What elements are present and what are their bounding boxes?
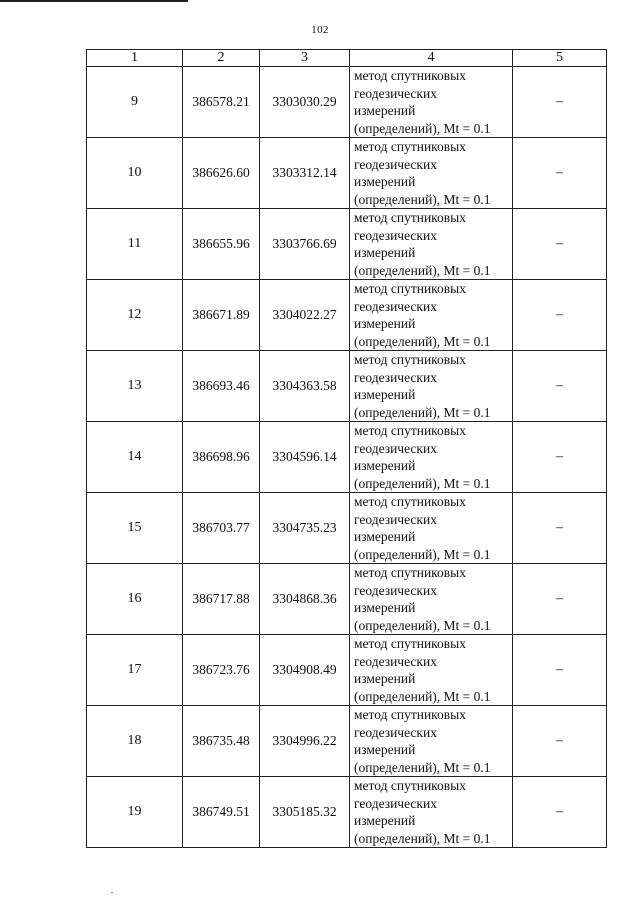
method-line: измерений <box>354 671 416 686</box>
point-number-cell: 9 <box>87 67 183 138</box>
method-line: геодезических <box>354 156 437 172</box>
method-line: (определений), Mt = 0.1 <box>354 120 491 136</box>
header-col-1: 1 <box>87 50 183 67</box>
method-line: метод спутниковых <box>354 778 466 793</box>
method-line: метод спутниковых <box>354 139 466 154</box>
method-line: измерений <box>354 174 416 189</box>
method-line: измерений <box>354 103 416 118</box>
method-line: метод спутниковых <box>354 636 466 651</box>
method-cell <box>350 777 513 848</box>
column-5-cell: – <box>513 67 607 138</box>
y-coordinate-cell: 3304908.49 <box>260 635 350 706</box>
method-cell <box>350 493 513 564</box>
method-line: геодезических <box>354 227 437 243</box>
method-line: метод спутниковых <box>354 423 466 438</box>
x-coordinate-cell: 386735.48 <box>183 706 260 777</box>
y-coordinate-cell: 3304735.23 <box>260 493 350 564</box>
method-line: метод спутниковых <box>354 68 466 83</box>
coordinates-table <box>86 49 607 848</box>
method-line: (определений), Mt = 0.1 <box>354 759 491 775</box>
table-row <box>87 138 607 209</box>
method-line: метод спутниковых <box>354 565 466 580</box>
method-line: метод спутниковых <box>354 494 466 509</box>
method-line: измерений <box>354 529 416 544</box>
table-row <box>87 280 607 351</box>
method-line: (определений), Mt = 0.1 <box>354 546 491 562</box>
method-cell <box>350 67 513 138</box>
method-cell <box>350 635 513 706</box>
column-5-cell: – <box>513 564 607 635</box>
method-line: метод спутниковых <box>354 707 466 722</box>
y-coordinate-cell: 3303766.69 <box>260 209 350 280</box>
column-5-cell: – <box>513 351 607 422</box>
header-col-4: 4 <box>350 50 513 67</box>
method-line: измерений <box>354 316 416 331</box>
y-coordinate-cell: 3303030.29 <box>260 67 350 138</box>
method-cell <box>350 209 513 280</box>
column-5-cell: – <box>513 635 607 706</box>
table-row <box>87 209 607 280</box>
point-number-cell: 18 <box>87 706 183 777</box>
method-line: (определений), Mt = 0.1 <box>354 404 491 420</box>
x-coordinate-cell: 386723.76 <box>183 635 260 706</box>
point-number-cell: 10 <box>87 138 183 209</box>
header-col-5: 5 <box>513 50 607 67</box>
top-rule <box>0 0 188 2</box>
x-coordinate-cell: 386578.21 <box>183 67 260 138</box>
method-line: измерений <box>354 742 416 757</box>
method-line: геодезических <box>354 653 437 669</box>
method-cell <box>350 351 513 422</box>
point-number-cell: 12 <box>87 280 183 351</box>
table-body <box>87 67 607 848</box>
table-row <box>87 67 607 138</box>
y-coordinate-cell: 3304363.58 <box>260 351 350 422</box>
header-col-2: 2 <box>183 50 260 67</box>
method-line: измерений <box>354 245 416 260</box>
page-number: 102 <box>311 24 329 36</box>
method-line: геодезических <box>354 724 437 740</box>
column-5-cell: – <box>513 138 607 209</box>
column-5-cell: – <box>513 280 607 351</box>
method-cell <box>350 422 513 493</box>
table-row <box>87 635 607 706</box>
y-coordinate-cell: 3303312.14 <box>260 138 350 209</box>
method-line: (определений), Mt = 0.1 <box>354 688 491 704</box>
header-col-3: 3 <box>260 50 350 67</box>
method-line: измерений <box>354 387 416 402</box>
method-cell <box>350 706 513 777</box>
x-coordinate-cell: 386698.96 <box>183 422 260 493</box>
table-row <box>87 564 607 635</box>
column-5-cell: – <box>513 777 607 848</box>
y-coordinate-cell: 3304596.14 <box>260 422 350 493</box>
method-line: (определений), Mt = 0.1 <box>354 830 491 846</box>
method-cell <box>350 138 513 209</box>
table-header-row <box>87 50 607 67</box>
y-coordinate-cell: 3304996.22 <box>260 706 350 777</box>
column-5-cell: – <box>513 422 607 493</box>
method-cell <box>350 564 513 635</box>
x-coordinate-cell: 386749.51 <box>183 777 260 848</box>
y-coordinate-cell: 3305185.32 <box>260 777 350 848</box>
method-line: измерений <box>354 458 416 473</box>
table-row <box>87 422 607 493</box>
point-number-cell: 13 <box>87 351 183 422</box>
method-line: геодезических <box>354 85 437 101</box>
method-line: измерений <box>354 813 416 828</box>
method-line: метод спутниковых <box>354 352 466 367</box>
method-cell <box>350 280 513 351</box>
point-number-cell: 19 <box>87 777 183 848</box>
column-5-cell: – <box>513 493 607 564</box>
method-line: (определений), Mt = 0.1 <box>354 617 491 633</box>
method-line: (определений), Mt = 0.1 <box>354 333 491 349</box>
method-line: геодезических <box>354 369 437 385</box>
table-row <box>87 777 607 848</box>
point-number-cell: 16 <box>87 564 183 635</box>
x-coordinate-cell: 386626.60 <box>183 138 260 209</box>
x-coordinate-cell: 386717.88 <box>183 564 260 635</box>
method-line: геодезических <box>354 298 437 314</box>
table-row <box>87 493 607 564</box>
method-line: геодезических <box>354 582 437 598</box>
column-5-cell: – <box>513 706 607 777</box>
x-coordinate-cell: 386703.77 <box>183 493 260 564</box>
x-coordinate-cell: 386693.46 <box>183 351 260 422</box>
method-line: геодезических <box>354 440 437 456</box>
method-line: измерений <box>354 600 416 615</box>
table-row <box>87 351 607 422</box>
column-5-cell: – <box>513 209 607 280</box>
y-coordinate-cell: 3304022.27 <box>260 280 350 351</box>
x-coordinate-cell: 386655.96 <box>183 209 260 280</box>
y-coordinate-cell: 3304868.36 <box>260 564 350 635</box>
point-number-cell: 11 <box>87 209 183 280</box>
point-number-cell: 17 <box>87 635 183 706</box>
method-line: метод спутниковых <box>354 210 466 225</box>
method-line: геодезических <box>354 511 437 527</box>
x-coordinate-cell: 386671.89 <box>183 280 260 351</box>
table-row <box>87 706 607 777</box>
method-line: геодезических <box>354 795 437 811</box>
method-line: (определений), Mt = 0.1 <box>354 262 491 278</box>
method-line: метод спутниковых <box>354 281 466 296</box>
method-line: (определений), Mt = 0.1 <box>354 475 491 491</box>
scan-mark <box>111 892 113 893</box>
point-number-cell: 14 <box>87 422 183 493</box>
point-number-cell: 15 <box>87 493 183 564</box>
method-line: (определений), Mt = 0.1 <box>354 191 491 207</box>
